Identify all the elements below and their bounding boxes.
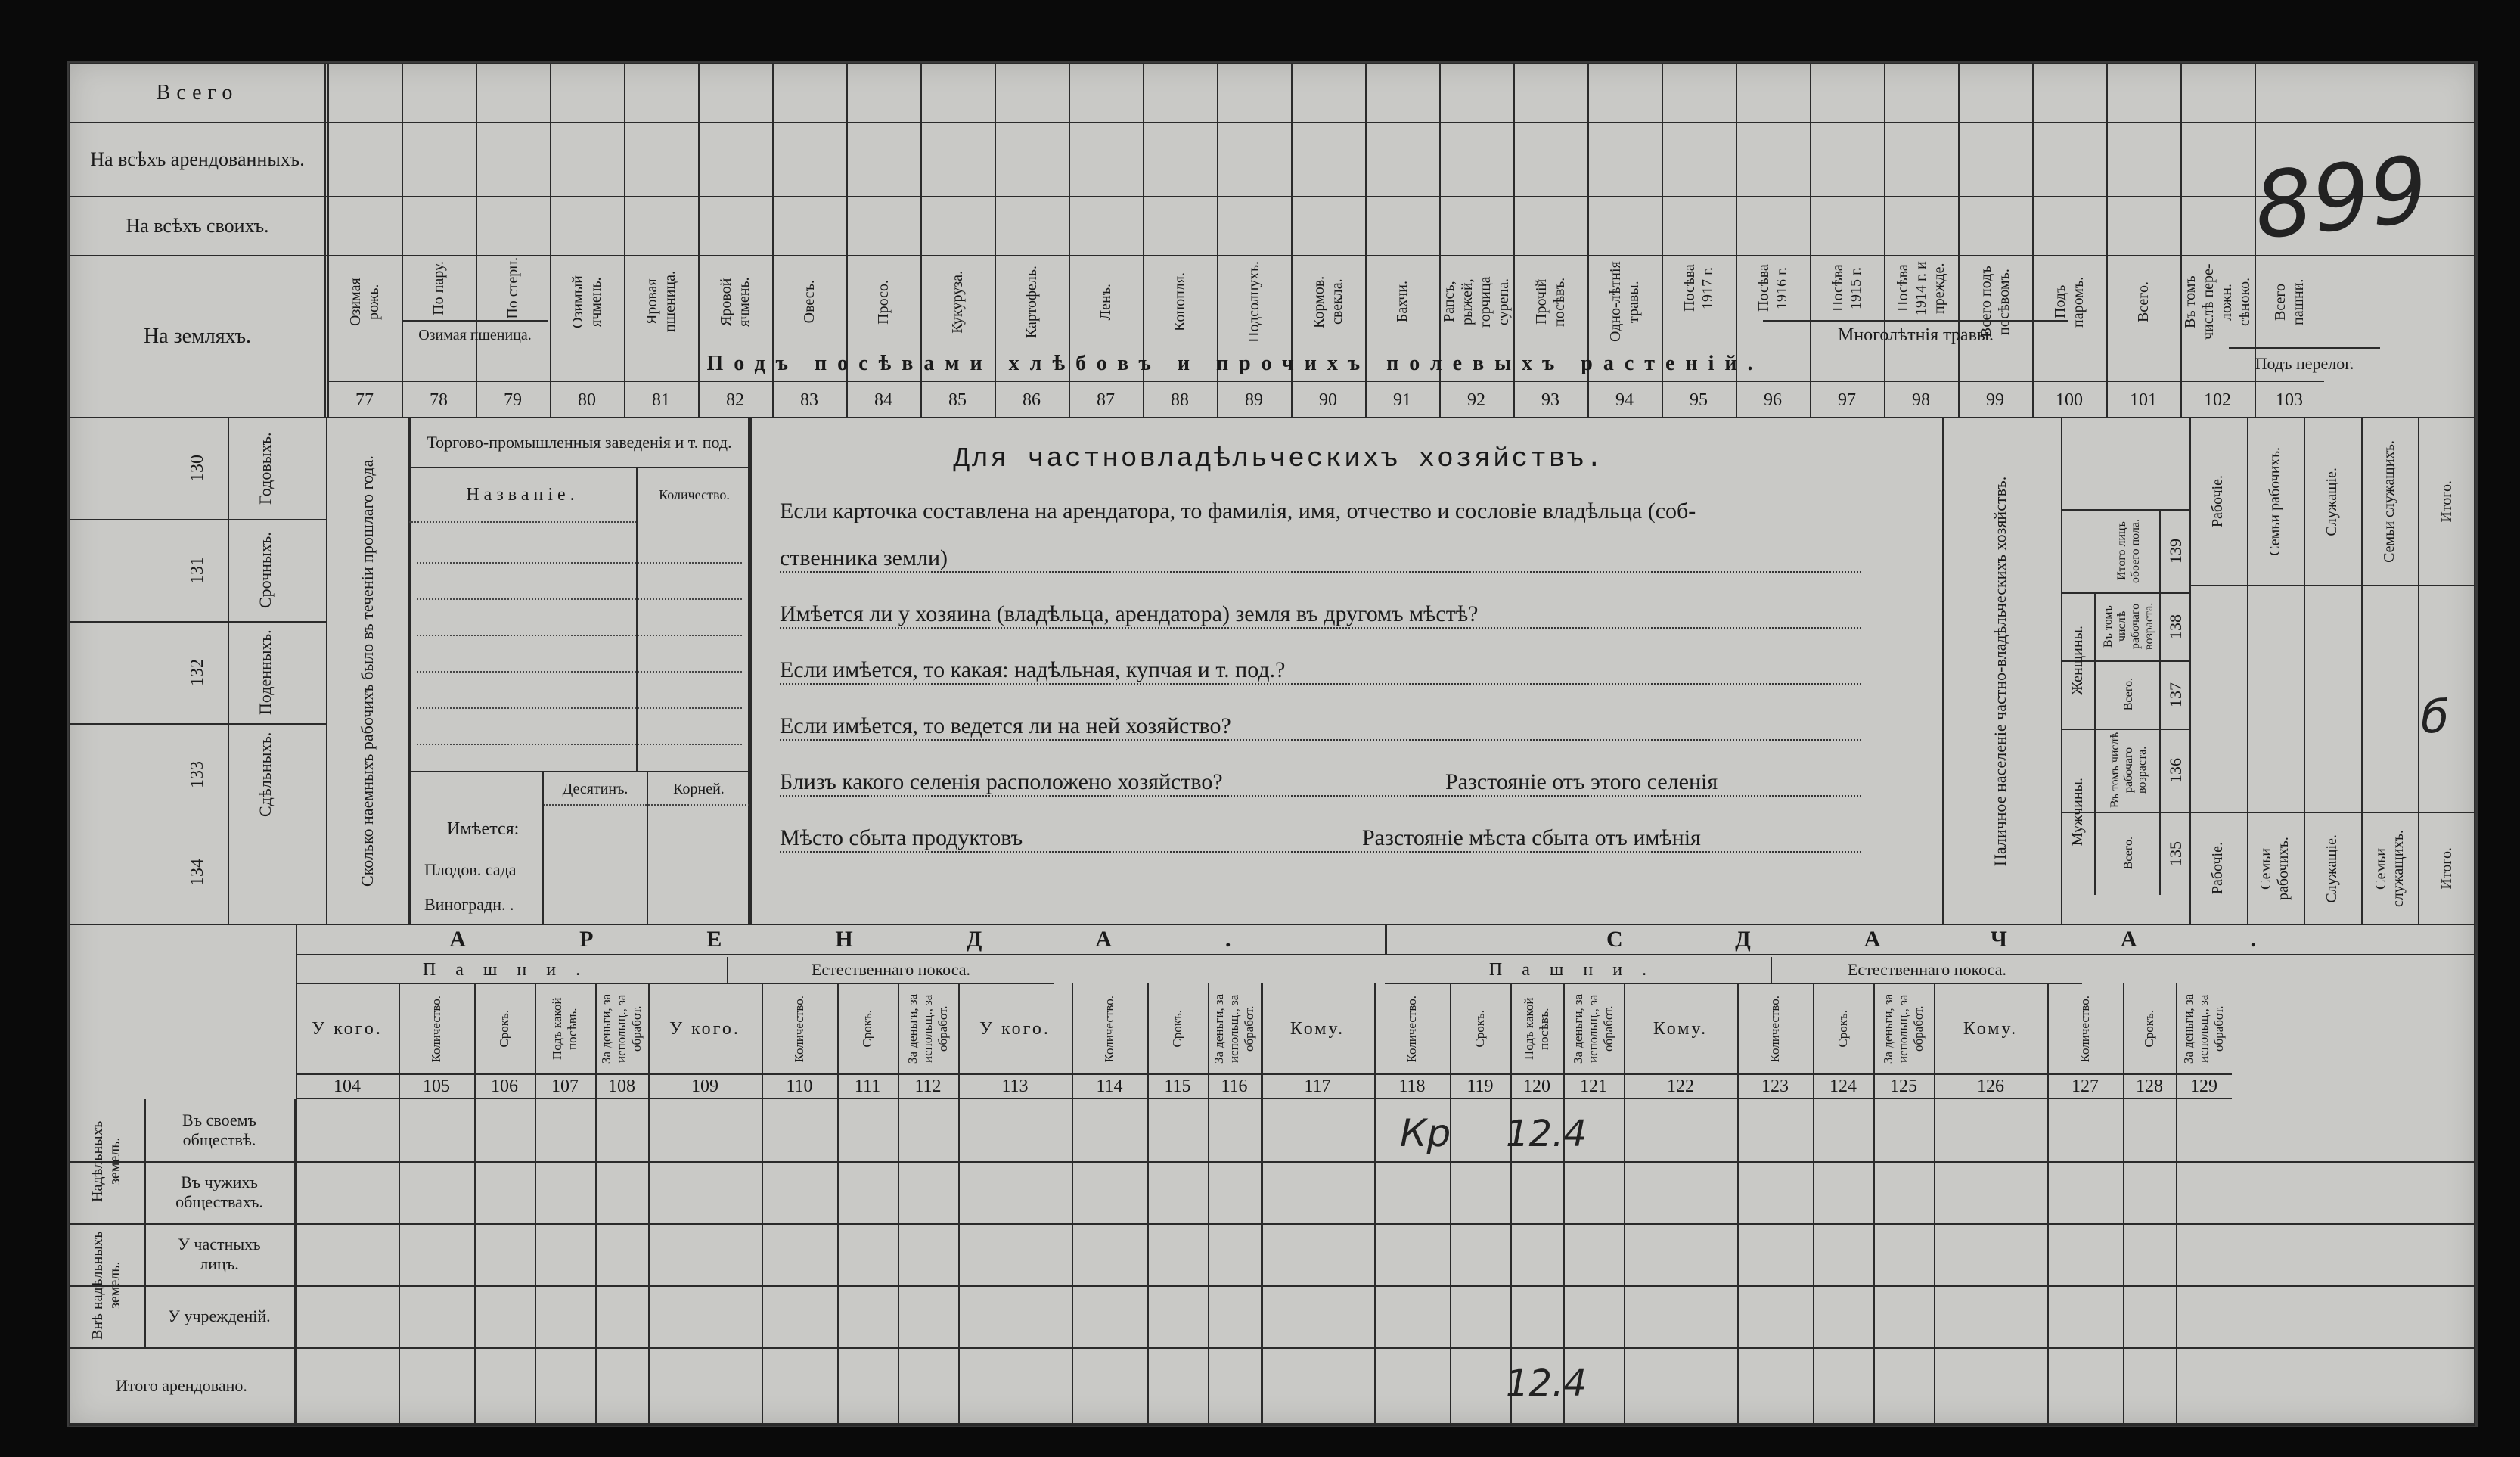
bottom-col-num: 126 xyxy=(1934,1073,2047,1099)
workers-num-cell xyxy=(175,625,220,719)
workers-num: 134 xyxy=(187,859,207,886)
right-col-label-top: Рабочіе. xyxy=(2209,475,2227,528)
bottom-col-label-cell xyxy=(2123,984,2176,1073)
handwritten-mark: б xyxy=(2421,691,2450,744)
private-line-1: Если карточка составлена на арендатора, то фамилія, имя, отчество и сословіе владѣльца (соб- xyxy=(780,499,1696,523)
bottom-col-num: 119 xyxy=(1450,1073,1510,1099)
population-col-label: Всего. xyxy=(2122,678,2135,711)
top-col-label-cell xyxy=(1365,256,1439,347)
population-group-women-cell xyxy=(2061,592,2094,728)
bottom-col-label: За деньги, за испольщ., за обработ. xyxy=(1881,993,1926,1064)
workers-num: 133 xyxy=(187,760,207,788)
private-line-2-text: ственника земли) xyxy=(780,545,948,570)
bottom-row-label: Итого арендовано. xyxy=(69,1347,296,1424)
bottom-col-label: За деньги, за испольщ., за обработ. xyxy=(905,993,950,1064)
population-num-cell xyxy=(2159,812,2191,895)
top-col-label: Кормов. свекла. xyxy=(1311,275,1345,328)
trade-line xyxy=(417,598,742,600)
bottom-col-label: Количество. xyxy=(1404,995,1419,1063)
bottom-col-num: 106 xyxy=(474,1073,535,1099)
population-num-cell xyxy=(2159,660,2191,728)
bottom-col-num: 118 xyxy=(1374,1073,1450,1099)
top-col-num: 96 xyxy=(1736,381,1810,418)
workers-num: 130 xyxy=(187,454,207,482)
top-col-label-cell xyxy=(2255,256,2324,347)
workers-num: 131 xyxy=(187,556,207,584)
trade-line xyxy=(417,562,742,564)
private-line-3-text: Имѣется ли у хозяина (владѣльца, арендатора) земля въ другомъ мѣстѣ? xyxy=(780,601,1479,626)
row-label-own: На всѣхъ своихъ. xyxy=(69,196,326,256)
right-col-label-bottom-cell xyxy=(2247,819,2304,918)
workers-label: Сдѣльныхъ. xyxy=(256,732,275,817)
workers-row-line xyxy=(69,723,326,725)
top-col-label-cell xyxy=(846,256,920,347)
population-col-label: Въ томъ числѣ рабочаго возраста. xyxy=(2109,732,2149,809)
top-col-label: Ленъ. xyxy=(1097,283,1114,321)
right-col-line xyxy=(2189,812,2475,813)
top-col-label-cell xyxy=(1662,256,1736,320)
top-col-label: По стерн. xyxy=(504,257,521,319)
right-col-label-top: Итого. xyxy=(2438,480,2455,523)
bottom-col-label: У кого. xyxy=(669,1018,740,1039)
top-col-num: 86 xyxy=(995,381,1069,418)
population-col-label: Въ томъ числѣ рабочаго возраста. xyxy=(2102,602,2155,651)
bottom-col-label: Кому. xyxy=(1289,1018,1345,1039)
bottom-col-num: 111 xyxy=(837,1073,898,1099)
top-col-num: 98 xyxy=(1884,381,1958,418)
top-col-num: 78 xyxy=(402,381,476,418)
top-col-label-cell xyxy=(1587,256,1662,347)
top-col-label: Конопля. xyxy=(1172,272,1188,331)
workers-num: 132 xyxy=(187,658,207,686)
bottom-col-label-cell xyxy=(296,984,399,1073)
top-col-label: Посѣва 1917 г. xyxy=(1681,264,1716,312)
bottom-col-label: У кого. xyxy=(979,1018,1051,1039)
private-line-5-text: Если имѣется, то ведется ли на ней хозяйство? xyxy=(780,713,1231,738)
population-col-label-cell xyxy=(2099,728,2159,812)
private-line-6 xyxy=(780,769,1861,797)
arenda-pashni: Пашни. xyxy=(296,957,727,984)
top-col-label-cell xyxy=(772,256,846,347)
population-title: Наличное населеніе частно-владѣльческихъ хозяйствъ. xyxy=(1991,476,2009,866)
top-col-num: 95 xyxy=(1662,381,1736,418)
trade-qty-divider xyxy=(636,521,638,771)
workers-label: Поденныхъ. xyxy=(256,629,275,715)
top-col-num: 85 xyxy=(920,381,995,418)
top-col-num: 93 xyxy=(1513,381,1587,418)
population-col-label: Всего. xyxy=(2122,837,2135,870)
top-col-label-cell xyxy=(1291,256,1365,347)
bottom-col-label-cell xyxy=(837,984,898,1073)
bottom-col-label-cell xyxy=(648,984,762,1073)
private-line-4 xyxy=(780,657,1861,685)
private-line-5 xyxy=(780,713,1861,741)
top-col-label: Посѣва 1914 г. и прежде. xyxy=(1895,261,1947,315)
bottom-col-num: 120 xyxy=(1510,1073,1563,1099)
bottom-col-label-cell xyxy=(1208,984,1261,1073)
population-num-cell xyxy=(2159,509,2191,592)
bottom-col-label: Кому. xyxy=(1653,1018,1708,1039)
top-col-label-cell xyxy=(476,256,550,320)
bottom-col-num: 115 xyxy=(1147,1073,1208,1099)
bottom-col-label-cell xyxy=(1072,984,1147,1073)
row-label-lands: На земляхъ. xyxy=(69,255,326,418)
workers-label-cell xyxy=(235,727,296,822)
top-col-label: Подъ паромъ. xyxy=(2052,276,2087,328)
bottom-col-label: Количество. xyxy=(1102,995,1116,1063)
top-col-label-cell xyxy=(698,256,772,347)
workers-divider xyxy=(228,417,229,925)
bottom-col-label: Срокъ. xyxy=(1170,1010,1184,1048)
right-col-label-top-cell xyxy=(2418,426,2475,577)
top-col-label: Яровой ячмень. xyxy=(718,277,753,327)
trade-line xyxy=(417,635,742,636)
bottom-col-label-cell xyxy=(1737,984,1813,1073)
bottom-col-label: Срокъ. xyxy=(2142,1010,2156,1048)
population-col-label-cell xyxy=(2099,660,2159,728)
top-col-label-cell xyxy=(1810,256,1884,320)
right-col-label-top-cell xyxy=(2247,426,2304,577)
population-group-divider xyxy=(2094,592,2096,895)
bottom-col-label-cell xyxy=(1450,984,1510,1073)
bottom-col-label-cell xyxy=(2176,984,2232,1073)
population-num: 136 xyxy=(2166,757,2185,783)
perennial-label: Многолѣтнія травы. xyxy=(1763,320,2068,349)
top-col-label-cell xyxy=(624,256,698,347)
orchard-col-desyatin: Десятинъ. xyxy=(544,774,647,806)
top-col-label-cell xyxy=(920,256,995,347)
bottom-col-label: Количество. xyxy=(792,995,806,1063)
population-title-cell xyxy=(1940,417,2062,925)
bottom-col-label-cell xyxy=(474,984,535,1073)
workers-label-cell xyxy=(235,625,296,719)
right-col-label-bottom-cell xyxy=(2361,819,2419,918)
top-col-label: Прочій посѣвъ. xyxy=(1533,277,1568,327)
right-col-line xyxy=(2189,585,2475,586)
top-col-label: Всего подъ посѣвомъ. xyxy=(1978,266,2013,338)
population-num: 135 xyxy=(2166,840,2185,866)
top-col-num: 89 xyxy=(1217,381,1291,418)
bottom-col-num: 121 xyxy=(1563,1073,1624,1099)
bottom-col-label-cell xyxy=(1510,984,1563,1073)
right-col-label-bottom-cell xyxy=(2189,819,2247,918)
bottom-col-num: 108 xyxy=(595,1073,648,1099)
bottom-row-line xyxy=(69,1161,2475,1163)
workers-num-cell xyxy=(175,523,220,617)
bottom-col-label: Подъ какой посѣвъ. xyxy=(550,997,579,1061)
top-col-num: 81 xyxy=(624,381,698,418)
bottom-row-label: У учрежденій. xyxy=(144,1285,296,1347)
bottom-col-num: 123 xyxy=(1737,1073,1813,1099)
private-line-6b-text: Разстояніе отъ этого селенія xyxy=(1445,769,1718,794)
bottom-col-label-cell xyxy=(399,984,474,1073)
population-num: 137 xyxy=(2166,682,2185,707)
right-col-label-top-cell xyxy=(2189,426,2247,577)
top-col-label: Озимый ячмень. xyxy=(569,275,604,328)
top-col-num: 92 xyxy=(1439,381,1513,418)
population-col-label-cell xyxy=(2099,509,2159,592)
right-col-label-top-cell xyxy=(2304,426,2361,577)
bottom-col-num: 107 xyxy=(535,1073,595,1099)
private-line-2 xyxy=(780,545,1861,573)
bottom-row-label: Въ своемъ обществѣ. xyxy=(144,1099,296,1161)
right-col-label-bottom: Итого. xyxy=(2438,847,2455,890)
top-col-label-cell xyxy=(1439,256,1513,347)
top-col-num: 103 xyxy=(2255,381,2324,418)
population-col-label-cell xyxy=(2099,592,2159,660)
group-non-allotment: Внѣ надѣльныхъ земель. xyxy=(89,1231,123,1340)
bottom-row-line xyxy=(69,1347,2475,1349)
population-group-women: Женщины. xyxy=(2068,626,2086,695)
bottom-col-label: За деньги, за испольщ., за обработ. xyxy=(2181,993,2226,1064)
right-col-label-top: Служащіе. xyxy=(2323,467,2341,536)
handwritten-number: 899 xyxy=(2249,137,2433,260)
bottom-col-label: Срокъ. xyxy=(1836,1010,1850,1048)
top-col-label: Овесъ. xyxy=(801,280,818,324)
top-row-line xyxy=(326,196,2475,197)
bottom-col-label: У кого. xyxy=(312,1018,383,1039)
workers-row-line xyxy=(69,519,326,520)
bottom-left-corner xyxy=(69,924,297,1101)
top-col-label-cell xyxy=(1513,256,1587,347)
top-col-num: 94 xyxy=(1587,381,1662,418)
top-col-num: 84 xyxy=(846,381,920,418)
bottom-row-label: У частныхъ лицъ. xyxy=(144,1223,296,1285)
top-col-label: Въ томъ числѣ пере-ложн. сѣноко. xyxy=(2182,263,2253,340)
top-col-label-cell xyxy=(402,256,476,320)
top-col-label: Бахчи. xyxy=(1394,281,1411,323)
top-col-label: Посѣва 1916 г. xyxy=(1755,264,1790,312)
bottom-col-num: 114 xyxy=(1072,1073,1147,1099)
bottom-col-num: 129 xyxy=(2176,1073,2232,1099)
trade-name-header: Названіе. xyxy=(409,468,636,523)
bottom-row-line xyxy=(69,1424,2475,1426)
bottom-col-num: 105 xyxy=(399,1073,474,1099)
group-allotment: Надѣльныхъ земель. xyxy=(89,1120,123,1202)
workers-num-cell xyxy=(175,827,220,918)
top-col-label: Одно-лѣтнія травы. xyxy=(1607,261,1642,343)
workers-num-cell xyxy=(175,421,220,515)
top-col-num: 77 xyxy=(327,381,402,418)
bottom-col-num: 124 xyxy=(1813,1073,1873,1099)
bottom-col-num: 110 xyxy=(762,1073,837,1099)
workers-label: Срочныхъ. xyxy=(256,532,275,608)
right-col-label-bottom-cell xyxy=(2304,819,2361,918)
top-col-label-cell xyxy=(2180,256,2255,347)
bottom-col-label-cell xyxy=(762,984,837,1073)
top-col-num: 79 xyxy=(476,381,550,418)
bottom-col-num: 117 xyxy=(1261,1073,1374,1099)
top-col-num: 82 xyxy=(698,381,772,418)
bottom-col-num: 122 xyxy=(1624,1073,1737,1099)
top-col-label-cell xyxy=(327,256,402,347)
top-col-num: 97 xyxy=(1810,381,1884,418)
bottom-col-num: 125 xyxy=(1873,1073,1934,1099)
sdacha-pashni: Пашни. xyxy=(1385,957,1771,984)
trade-title: Торгово-промышленныя заведенія и т. под. xyxy=(409,418,749,468)
bottom-col-label: Срокъ. xyxy=(1473,1010,1487,1048)
bottom-col-num: 128 xyxy=(2123,1073,2176,1099)
sdacha-title: СДАЧА. xyxy=(1385,925,2475,955)
right-col-label-top: Семьи рабочихъ. xyxy=(2266,447,2283,556)
top-col-label: Картофель. xyxy=(1023,265,1040,339)
bottom-row-label: Въ чужихъ обществахъ. xyxy=(144,1161,296,1223)
row-label-rented: На всѣхъ арендованныхъ. xyxy=(69,122,326,197)
bottom-col-label: За деньги, за испольщ., за обработ. xyxy=(1571,993,1615,1064)
top-col-label: Всего пашни. xyxy=(2272,278,2307,325)
workers-label: Годовыхъ. xyxy=(256,431,275,505)
bottom-col-label-cell xyxy=(1813,984,1873,1073)
handwritten-komu: Кр xyxy=(1400,1111,1451,1155)
top-col-label: Просо. xyxy=(875,279,892,325)
bottom-col-label-cell xyxy=(958,984,1072,1073)
top-col-label-cell xyxy=(2106,256,2180,347)
population-group-men: Мужчины. xyxy=(2068,777,2086,847)
top-col-num: 91 xyxy=(1365,381,1439,418)
bottom-col-label-cell xyxy=(1624,984,1737,1073)
orchard-has: Имѣется: xyxy=(447,819,520,839)
top-col-label: Яровая пшеница. xyxy=(644,271,678,333)
private-line-7 xyxy=(780,825,1861,853)
bottom-col-label: Кому. xyxy=(1963,1018,2019,1039)
bottom-col-label-cell xyxy=(1873,984,1934,1073)
private-line-7-text: Мѣсто сбыта продуктовъ xyxy=(780,825,1023,850)
private-title: Для частновладѣльческихъ хозяйствъ. xyxy=(953,443,1605,474)
top-col-label-cell xyxy=(550,256,624,347)
population-num: 138 xyxy=(2166,614,2185,639)
workers-row-line xyxy=(69,621,326,623)
bottom-row-line xyxy=(69,1285,2475,1287)
right-col-label-bottom: Семьи служащихъ. xyxy=(2372,830,2407,907)
bottom-col-label-cell xyxy=(1374,984,1450,1073)
winter-wheat-label: Озимая пшеница. xyxy=(402,320,548,349)
private-line-3 xyxy=(780,601,1861,629)
bottom-col-num: 112 xyxy=(898,1073,958,1099)
top-col-num: 101 xyxy=(2106,381,2180,418)
top-col-label-cell xyxy=(1736,256,1810,320)
bottom-col-num: 113 xyxy=(958,1073,1072,1099)
population-num: 139 xyxy=(2166,538,2185,564)
trade-qty-header: Количество. xyxy=(636,468,751,521)
census-card xyxy=(67,61,2478,1427)
top-col-num: 88 xyxy=(1143,381,1217,418)
top-col-label-cell xyxy=(1884,256,1958,320)
fallow-label: Подъ перелог. xyxy=(2229,347,2380,379)
top-col-label: Озимая рожь. xyxy=(347,278,382,326)
top-col-label: Кукуруза. xyxy=(949,270,966,334)
orchard-row-garden: Плодов. сада xyxy=(424,860,517,879)
bottom-col-label-cell xyxy=(1934,984,2047,1073)
top-col-label-cell xyxy=(1217,256,1291,347)
bottom-col-num: 104 xyxy=(296,1073,399,1099)
top-col-label: Всего. xyxy=(2135,281,2152,323)
top-col-label: Посѣва 1915 г. xyxy=(1829,264,1864,312)
private-line-4-text: Если имѣется, то какая: надѣльная, купчая и т. под.? xyxy=(780,657,1286,682)
top-row-line xyxy=(326,255,2475,256)
orchard-row-vineyard: Виноградн. . xyxy=(424,895,514,914)
workers-title: Сколько наемныхъ рабочихъ было въ теченіи прошлаго года. xyxy=(358,455,377,887)
bottom-col-label: За деньги, за испольщ., за обработ. xyxy=(1212,993,1256,1064)
right-col-label-bottom: Служащіе. xyxy=(2323,834,2341,903)
top-col-label-cell xyxy=(995,256,1069,347)
bottom-col-label: Количество. xyxy=(1767,995,1782,1063)
private-line-6-text: Близъ какого селенія расположено хозяйство? xyxy=(780,769,1223,794)
bottom-col-label-cell xyxy=(898,984,958,1073)
population-num-cell xyxy=(2159,592,2191,660)
top-col-label: По пару. xyxy=(430,261,447,315)
top-col-num: 99 xyxy=(1958,381,2032,418)
workers-label-cell xyxy=(235,523,296,617)
sdacha-pokos: Естественнаго покоса. xyxy=(1771,957,2082,984)
arenda-pokos: Естественнаго покоса. xyxy=(727,957,1054,984)
bottom-col-label: За деньги, за испольщ., за обработ. xyxy=(599,993,644,1064)
arenda-title: АРЕНДА. xyxy=(296,925,1385,955)
top-col-label-cell xyxy=(1069,256,1143,347)
top-col-num: 87 xyxy=(1069,381,1143,418)
top-col-label: Рапсъ, рыжей, горчица сурепа. xyxy=(1441,276,1512,328)
bottom-col-label-cell xyxy=(2047,984,2123,1073)
bottom-col-num: 116 xyxy=(1208,1073,1261,1099)
bottom-col-label: Срокъ. xyxy=(860,1010,874,1048)
bottom-col-label-cell xyxy=(595,984,648,1073)
row-label-total: Всего xyxy=(69,63,326,123)
trade-line xyxy=(417,707,742,709)
workers-row-line xyxy=(69,417,326,418)
top-col-num: 100 xyxy=(2032,381,2106,418)
top-row-line xyxy=(326,122,2475,123)
bottom-row-line xyxy=(69,1223,2475,1225)
bottom-col-label-cell xyxy=(1261,984,1374,1073)
trade-line xyxy=(417,671,742,673)
right-col-label-bottom: Рабочіе. xyxy=(2209,842,2227,895)
private-line-7b-text: Разстояніе мѣста сбыта отъ имѣнія xyxy=(1362,825,1701,850)
top-col-num: 90 xyxy=(1291,381,1365,418)
bottom-col-label: Срокъ. xyxy=(497,1010,511,1048)
population-group-men-cell xyxy=(2061,728,2094,895)
crops-banner: Подъ посѣвами хлѣбовъ и прочихъ полевыхъ растеній. xyxy=(706,352,1764,375)
right-col-label-top: Семьи служащихъ. xyxy=(2381,440,2398,563)
right-col-label-bottom: Семьи рабочихъ. xyxy=(2258,837,2292,900)
handwritten-total: 12.4 xyxy=(1506,1362,1587,1405)
workers-num-cell xyxy=(175,727,220,822)
trade-line xyxy=(417,744,742,745)
top-col-num: 102 xyxy=(2180,381,2255,418)
bottom-col-label-cell xyxy=(1563,984,1624,1073)
top-col-label: Подсолнухъ. xyxy=(1246,261,1262,343)
bottom-col-num: 127 xyxy=(2047,1073,2123,1099)
population-num-cell xyxy=(2159,728,2191,812)
bottom-col-label: Количество. xyxy=(2078,995,2092,1063)
workers-label-cell xyxy=(235,421,296,515)
workers-title-cell xyxy=(326,417,409,925)
bottom-col-label: Количество. xyxy=(429,995,443,1063)
right-col-label-bottom-cell xyxy=(2418,819,2475,918)
handwritten-qty: 12.4 xyxy=(1506,1113,1587,1155)
orchard-col-korney: Корней. xyxy=(648,774,749,806)
top-col-num: 83 xyxy=(772,381,846,418)
right-col-label-top-cell xyxy=(2361,426,2419,577)
bottom-col-label-cell xyxy=(535,984,595,1073)
population-col-label: Итого лицъ обоего пола. xyxy=(2115,518,2142,583)
bottom-col-label-cell xyxy=(1147,984,1208,1073)
top-col-label-cell xyxy=(1143,256,1217,347)
bottom-col-num: 109 xyxy=(648,1073,762,1099)
top-col-num: 80 xyxy=(550,381,624,418)
bottom-col-label: Подъ какой посѣвъ. xyxy=(1522,997,1551,1061)
population-col-label-cell xyxy=(2099,812,2159,895)
